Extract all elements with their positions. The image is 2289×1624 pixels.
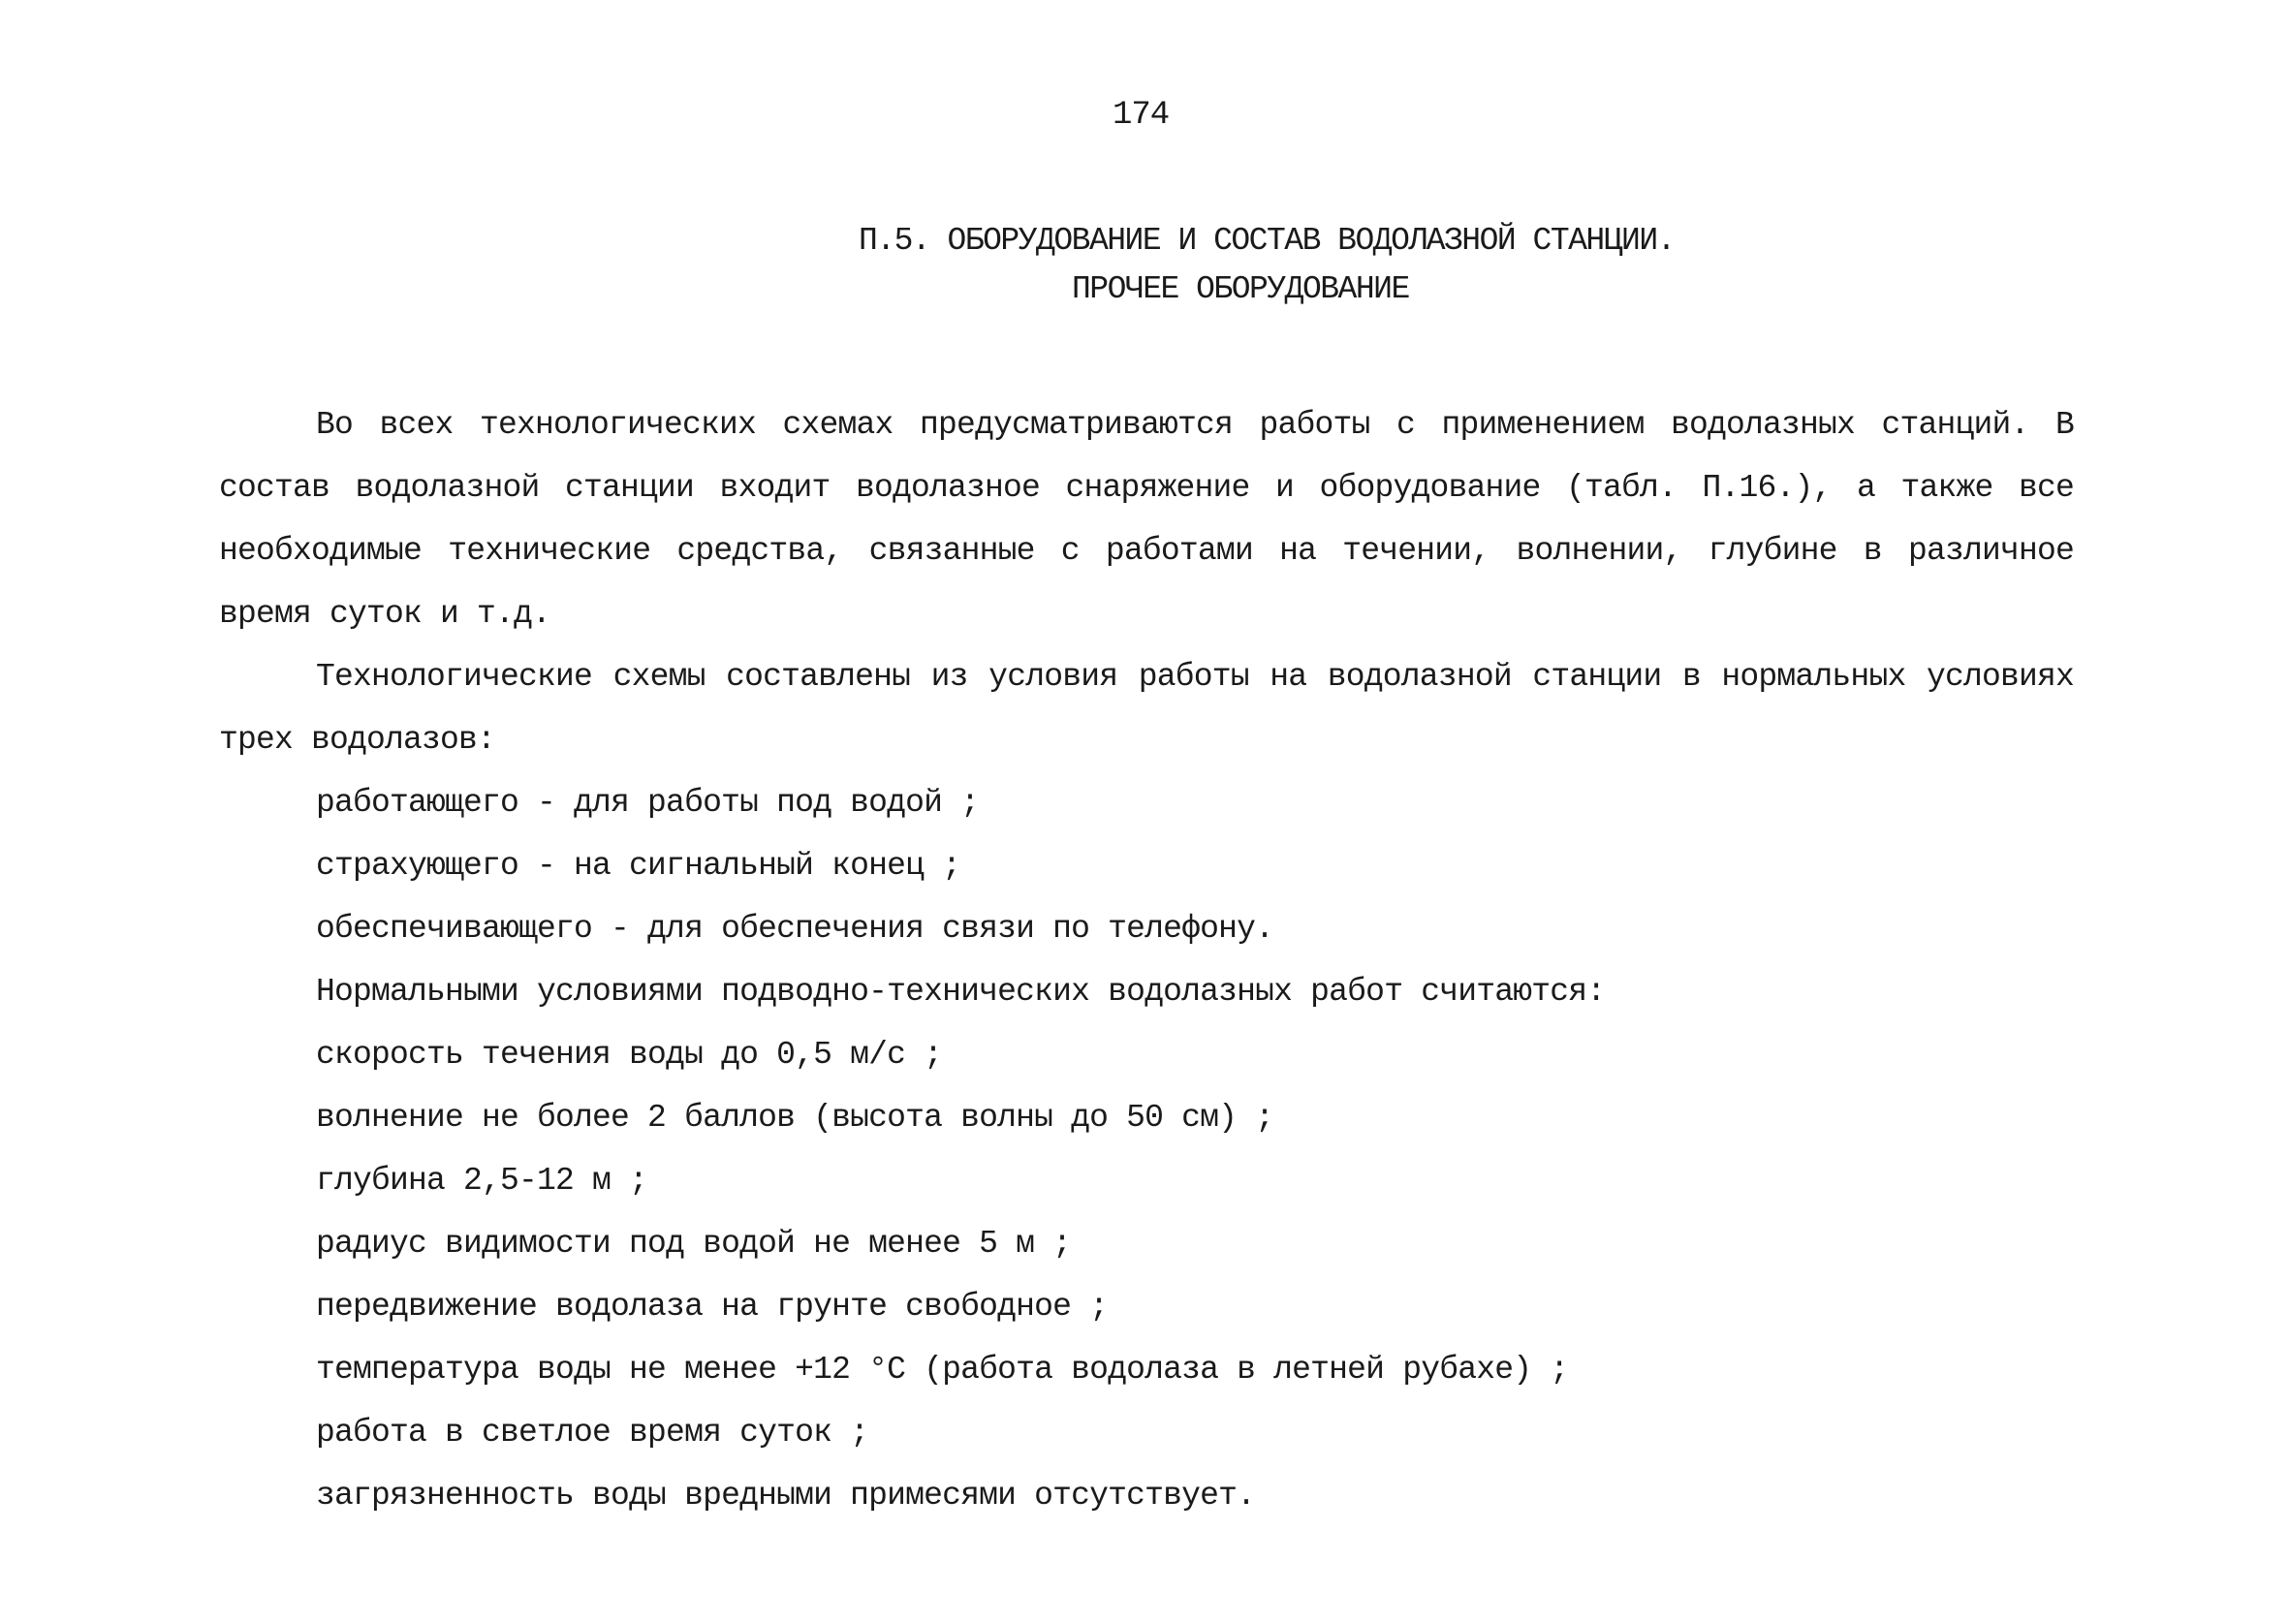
condition-item: глубина 2,5-12 м ; [316, 1163, 648, 1199]
condition-item: температура воды не менее +12 °С (работа водолаза в летней рубахе) ; [316, 1352, 1569, 1388]
condition-item: волнение не более 2 баллов (высота волны до 50 см) ; [316, 1100, 1274, 1136]
diver-role-item: обеспечивающего - для обеспечения связи по телефону. [316, 911, 1274, 947]
conditions-intro: Нормальными условиями подводно-технических водолазных работ считаются: [316, 974, 1606, 1010]
page-number: 174 [1113, 97, 1170, 134]
section-heading-line-2: ПРОЧЕЕ ОБОРУДОВАНИЕ [1072, 271, 1409, 307]
condition-item: скорость течения воды до 0,5 м/с ; [316, 1037, 943, 1073]
condition-item: работа в светлое время суток ; [316, 1415, 869, 1451]
condition-item: передвижение водолаза на грунте свободное ; [316, 1289, 1109, 1325]
condition-item: радиус видимости под водой не менее 5 м ; [316, 1226, 1072, 1262]
paragraph-technological-schemes: Технологические схемы составлены из условия работы на водолазной станции в нормальных условиях трех водолазов: [219, 659, 2074, 758]
paragraph-diving-stations: Во всех технологических схемах предусматриваются работы с применением водолазных станций. В состав водолазной станции входит водолазное снаряжение и оборудование (табл. П.16.), а также все необходимые технические средства, связанные с работами на течении, волнении, глубине в различное время суток и т.д. [219, 407, 2074, 632]
condition-item: загрязненность воды вредными примесями отсутствует. [316, 1478, 1256, 1514]
diver-role-item: страхующего - на сигнальный конец ; [316, 848, 961, 884]
section-heading-line-1: П.5. ОБОРУДОВАНИЕ И СОСТАВ ВОДОЛАЗНОЙ СТАНЦИИ. [859, 223, 1675, 259]
diver-role-item: работающего - для работы под водой ; [316, 785, 980, 821]
body-text [219, 393, 2074, 1527]
